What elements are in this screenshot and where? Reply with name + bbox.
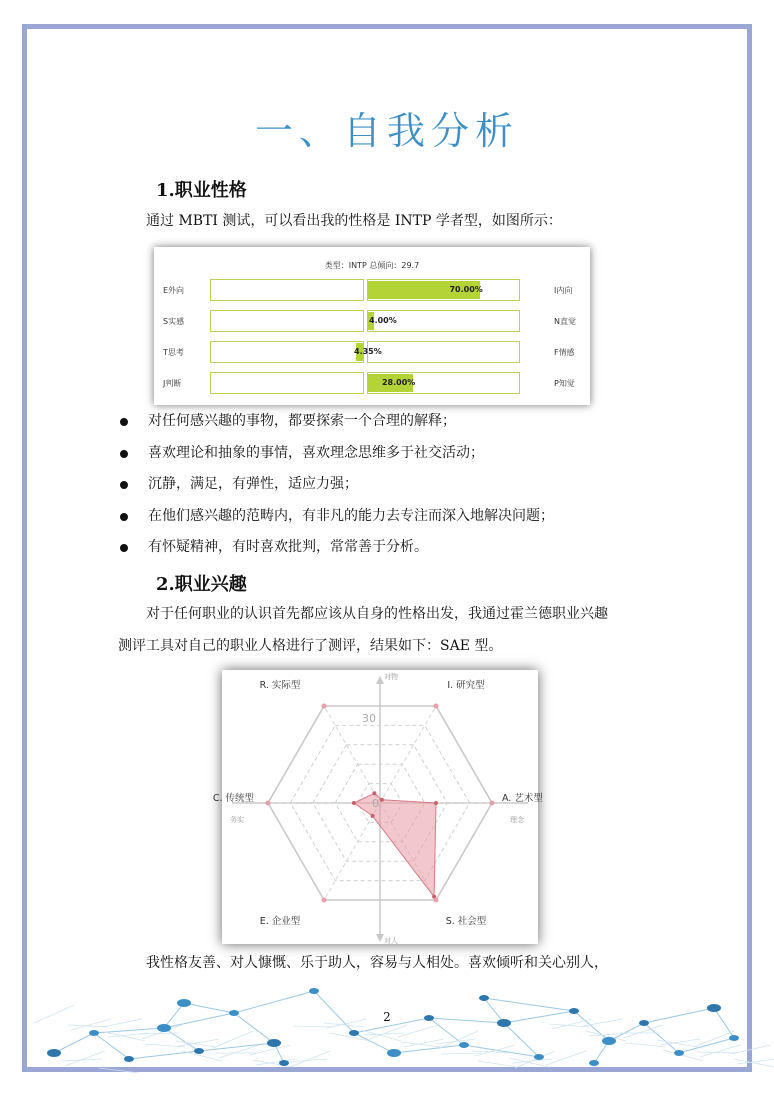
network-node (89, 1030, 99, 1036)
network-link (164, 1028, 199, 1051)
mbti-left-track (210, 310, 364, 332)
section-title: 一、自我分析 (254, 109, 519, 153)
network-node (387, 1049, 401, 1057)
radar-vertex-dot (434, 897, 439, 902)
radar-vertex-dot (266, 801, 271, 806)
bullet-dot-icon (120, 513, 128, 521)
mbti-result-chart (154, 247, 590, 405)
mbti-left-track (210, 279, 364, 301)
list-item (116, 406, 676, 438)
mbti-row (154, 310, 590, 332)
network-hatch (546, 1051, 586, 1065)
mbti-row (154, 372, 590, 394)
network-node (194, 1048, 204, 1054)
list-item (116, 469, 676, 501)
bullet-dot-icon (120, 450, 128, 458)
radar-category-label: R. 实际型 (259, 680, 301, 692)
network-hatch (65, 1051, 105, 1066)
interest-paragraph-line1: 对于任何职业的认识首先都应该从自身的性格出发，我通过霍兰德职业兴趣 (146, 606, 608, 622)
mbti-bar-label: 28.00% (381, 378, 416, 387)
mbti-left-label: E外向 (163, 286, 185, 295)
radar-max-tick: 30 (362, 712, 376, 725)
radar-vertex-dot (490, 801, 495, 806)
network-node (177, 999, 191, 1007)
list-item (116, 438, 676, 470)
page-number: 2 (383, 1010, 391, 1024)
mbti-left-label: S实感 (163, 317, 185, 326)
network-node (674, 1050, 684, 1056)
radar-data-area (354, 793, 436, 897)
network-node (459, 1042, 469, 1048)
radar-spoke (380, 706, 436, 803)
network-hatch (700, 1045, 740, 1057)
mbti-right-label: I内向 (554, 286, 573, 295)
axis-arrow-up-icon (376, 676, 384, 684)
radar-category-label: C. 传统型 (212, 793, 254, 804)
network-node (534, 1054, 544, 1060)
bullet-dot-icon (120, 544, 128, 552)
radar-data-point (372, 791, 376, 795)
network-footer-decoration (34, 983, 740, 1069)
network-link (354, 1033, 394, 1053)
network-link (199, 1043, 274, 1051)
mbti-right-label: P知觉 (554, 379, 575, 388)
list-item (116, 532, 676, 564)
bullet-text: 对任何感兴趣的事物，都要探索一个合理的解释； (148, 413, 456, 429)
radar-category-label: A. 艺术型 (502, 793, 543, 804)
axis-bottom-label: 对人 (384, 937, 398, 945)
network-node (349, 1030, 359, 1036)
bullet-dot-icon (120, 418, 128, 426)
holland-radar-chart (212, 670, 543, 945)
mbti-row (154, 279, 590, 301)
radar-vertex-dot (434, 704, 439, 709)
mbti-left-label: T思考 (163, 348, 184, 357)
network-node (47, 1049, 61, 1057)
network-hatch (475, 1045, 515, 1056)
radar-category-label: S. 社会型 (445, 915, 487, 927)
mbti-left-track (210, 372, 364, 394)
radar-data-point (371, 814, 375, 818)
network-hatch (697, 1052, 737, 1053)
mbti-bar-label: 4.00% (369, 316, 397, 325)
mbti-intro: 通过 MBTI 测试，可以看出我的性格是 INTP 学者型，如图所示： (146, 213, 562, 229)
mbti-row (154, 341, 590, 363)
mbti-left-track (210, 341, 364, 363)
radar-zero-tick: 0 (372, 797, 379, 810)
radar-vertex-dot (322, 897, 327, 902)
radar-category-label: I. 研究型 (447, 680, 485, 692)
bullet-text: 沉静，满足，有弹性，适应力强； (148, 476, 358, 492)
network-node (267, 1039, 281, 1047)
network-hatch (512, 1059, 552, 1063)
bullet-text: 喜欢理论和抽象的事情，喜欢理念思维多于社交活动； (148, 444, 484, 461)
network-node (602, 1037, 616, 1045)
bullet-text: 有怀疑精神，有时喜欢批判，常常善于分析。 (148, 539, 428, 555)
radar-data-point (352, 801, 356, 805)
network-hatch (250, 1045, 290, 1055)
mbti-bar-label: 70.00% (449, 285, 483, 294)
network-hatch (367, 1025, 407, 1040)
network-node (279, 1060, 289, 1066)
axis-top-label: 对物 (384, 673, 398, 681)
network-hatch (176, 1041, 216, 1047)
network-hatch (623, 1025, 663, 1038)
network-hatch (145, 1044, 185, 1047)
network-node (729, 1035, 739, 1041)
radar-data-point (434, 801, 438, 805)
mbti-left-label: J判断 (163, 379, 182, 388)
closing-paragraph: 我性格友善、对人慷慨、乐于助人，容易与人相处。喜欢倾听和关心别人， (146, 955, 608, 971)
network-node (124, 1056, 134, 1062)
heading-career-personality: 1.职业性格 (156, 180, 247, 201)
network-link (129, 1051, 199, 1059)
radar-category-label: E. 企业型 (259, 915, 301, 927)
network-link (644, 1023, 679, 1053)
network-node (589, 1060, 599, 1066)
heading-career-interest: 2.职业兴趣 (156, 574, 247, 595)
network-link (54, 1033, 94, 1053)
network-node (479, 995, 489, 1001)
mbti-bar-label: 4.35% (354, 347, 382, 356)
network-hatch (657, 1040, 697, 1047)
radar-data-point (380, 798, 384, 802)
network-hatch (441, 1053, 481, 1054)
mbti-header: 类型：INTP 总倾向：29.7 (324, 261, 420, 270)
network-link (94, 1028, 164, 1033)
mbti-right-label: N直觉 (554, 317, 576, 326)
network-hatch (478, 1061, 518, 1067)
network-link (394, 1045, 464, 1053)
network-node (309, 988, 319, 994)
radar-vertex-dot (322, 704, 327, 709)
axis-arrow-down-icon (376, 934, 384, 942)
axis-left-label: 务实 (230, 816, 244, 824)
axis-right-label: 理念 (510, 816, 524, 824)
list-item (116, 501, 676, 533)
bullet-text: 在他们感兴趣的范畴内，有非凡的能力去专注而深入地解决问题； (148, 507, 554, 524)
network-hatch (293, 1026, 333, 1027)
bullet-dot-icon (120, 481, 128, 489)
mbti-right-label: F情感 (554, 348, 575, 357)
mbti-right-track (367, 341, 520, 363)
network-node (157, 1024, 171, 1032)
interest-paragraph-line2: 测评工具对自己的职业人格进行了测评，结果如下：SAE 型。 (118, 638, 503, 654)
network-hatch (398, 1025, 438, 1037)
personality-bullet-list (116, 406, 676, 564)
